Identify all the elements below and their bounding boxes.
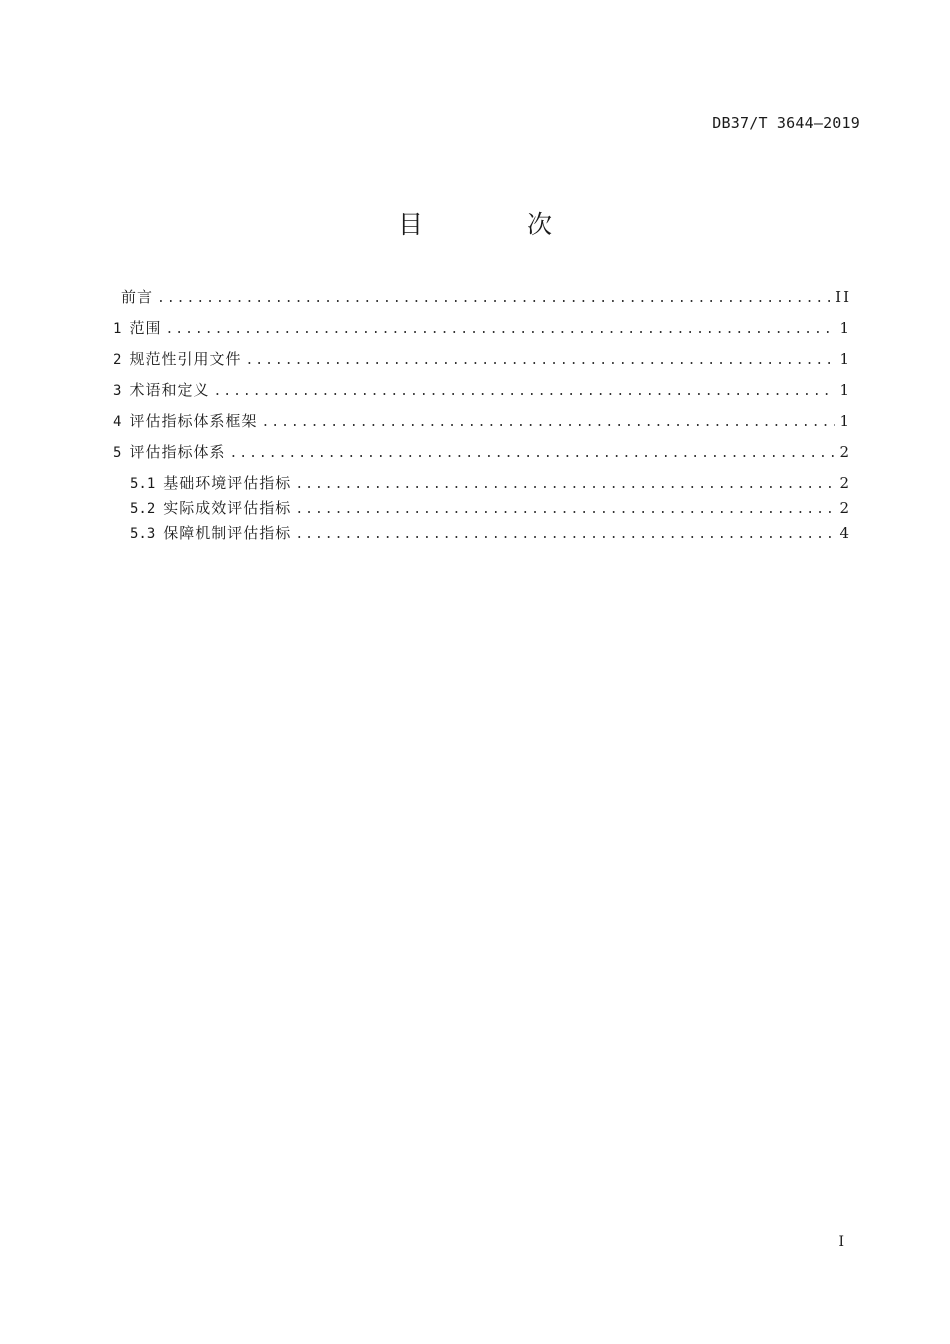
page-title: 目 次 [398,210,600,239]
toc-entry-label: 规范性引用文件 [129,350,242,368]
toc-dot-leader [165,319,835,341]
toc-entry-number: 5 [113,445,122,461]
toc-entry-number: 5.2 [130,501,156,517]
toc-entry-terms-definitions[interactable] [113,379,851,410]
toc-entry-number: 5.1 [130,476,156,492]
toc-dot-leader [295,524,835,546]
toc-entry-label: 保障机制评估指标 [163,524,292,542]
toc-entry-page: 2 [839,499,851,517]
toc-entry-page: 1 [839,319,851,337]
toc-entry-number: 4 [113,414,122,430]
toc-entry-page: 2 [839,474,851,492]
toc-entry-label: 评估指标体系 [129,443,226,461]
document-code: DB37/T 3644—2019 [712,114,860,132]
toc-entry-number: 5.3 [130,526,156,542]
toc-entry-number: 1 [113,321,122,337]
toc-entry-framework[interactable] [113,410,851,441]
toc-entry-guarantee-mechanism[interactable] [113,522,851,547]
toc-entry-page: 1 [839,412,851,430]
toc-entry-label: 前言 [121,288,154,306]
toc-entry-normative-references[interactable] [113,348,851,379]
toc-entry-number: 3 [113,383,122,399]
toc-entry-label: 范围 [129,319,162,337]
toc-entry-indicator-system[interactable] [113,441,851,472]
table-of-contents [113,286,851,547]
toc-entry-foreword[interactable] [113,286,851,317]
toc-entry-basic-environment[interactable] [113,472,851,497]
toc-entry-label: 评估指标体系框架 [129,412,258,430]
toc-entry-page: 1 [839,381,851,399]
page-number: I [838,1234,844,1250]
toc-entry-page: 1 [839,350,851,368]
toc-entry-scope[interactable] [113,317,851,348]
toc-entry-page: II [835,288,851,306]
toc-dot-leader [157,288,831,310]
toc-entry-actual-effectiveness[interactable] [113,497,851,522]
toc-entry-number: 2 [113,352,122,368]
toc-dot-leader [295,499,835,521]
toc-dot-leader [295,474,835,496]
toc-entry-label: 实际成效评估指标 [163,499,292,517]
toc-entry-label: 基础环境评估指标 [163,474,292,492]
toc-dot-leader [213,381,835,403]
toc-dot-leader [245,350,835,372]
toc-dot-leader [229,443,835,465]
toc-entry-page: 2 [839,443,851,461]
toc-entry-page: 4 [839,524,851,542]
toc-dot-leader [261,412,835,434]
toc-entry-label: 术语和定义 [129,381,210,399]
